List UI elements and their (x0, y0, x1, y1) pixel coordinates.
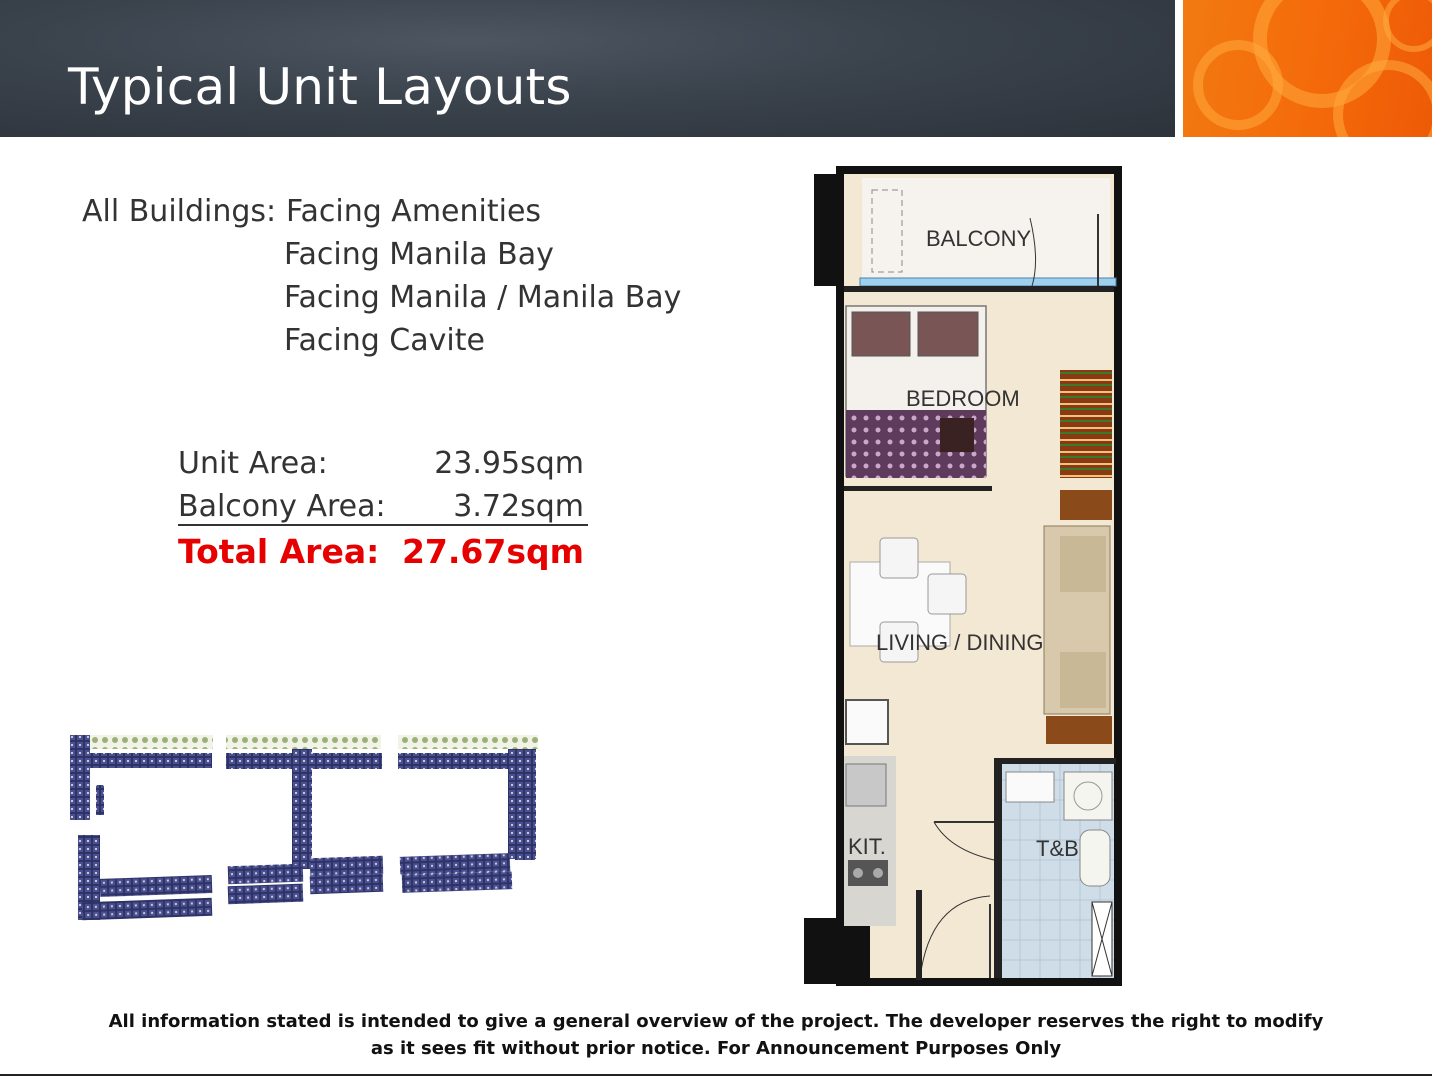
site-building-right (398, 735, 538, 893)
facing-list (82, 190, 681, 362)
total-area-value: 27.67sqm (401, 532, 584, 571)
site-building-middle (226, 735, 383, 904)
bathroom-label: T&B (1036, 836, 1079, 861)
balcony-label: BALCONY (926, 226, 1032, 251)
disclaimer (0, 1008, 1432, 1062)
bathroom-sink-icon (1006, 772, 1054, 802)
facing-option: Facing Amenities (286, 194, 542, 229)
sink-icon (846, 764, 886, 806)
disclaimer-line: All information stated is intended to give a general overview of the project. The developer reserves the right to modify (108, 1011, 1324, 1032)
facing-row (82, 190, 681, 233)
floor-plan (800, 160, 1130, 990)
decorative-orange-swatch (1183, 0, 1432, 137)
page-title: Typical Unit Layouts (68, 58, 572, 116)
toilet-icon (1080, 830, 1110, 886)
fridge-icon (846, 700, 888, 744)
sofa-icon (1044, 526, 1112, 744)
facing-row (82, 233, 681, 276)
disclaimer-line: as it sees fit without prior notice. For Announcement Purposes Only (370, 1038, 1062, 1059)
wardrobe-icon (1060, 370, 1112, 478)
total-area-label: Total Area: (178, 532, 380, 571)
facing-option: Facing Manila Bay (284, 237, 554, 272)
unit-area-row (178, 446, 588, 489)
bedroom-label: BEDROOM (906, 386, 1020, 411)
site-plan-graphic (60, 725, 550, 935)
unit-area-label: Unit Area: (178, 446, 328, 481)
balcony-area-row (178, 489, 588, 526)
unit-area-value: 23.95sqm (434, 446, 584, 481)
kitchen-label: KIT. (848, 834, 886, 859)
facing-row (82, 319, 681, 362)
total-area-row (178, 532, 588, 575)
bottom-divider (0, 1074, 1432, 1076)
facing-option: Facing Cavite (284, 323, 485, 358)
header-band (0, 0, 1175, 137)
washer-icon (1064, 772, 1112, 820)
facing-option: Facing Manila / Manila Bay (284, 280, 682, 315)
facing-row (82, 276, 681, 319)
living-dining-label: LIVING / DINING (876, 630, 1044, 655)
area-summary (178, 446, 588, 575)
site-building-left (70, 735, 213, 920)
balcony-area-label: Balcony Area: (178, 489, 386, 524)
balcony-area-value: 3.72sqm (453, 489, 584, 524)
facing-label: All Buildings: (82, 194, 277, 229)
